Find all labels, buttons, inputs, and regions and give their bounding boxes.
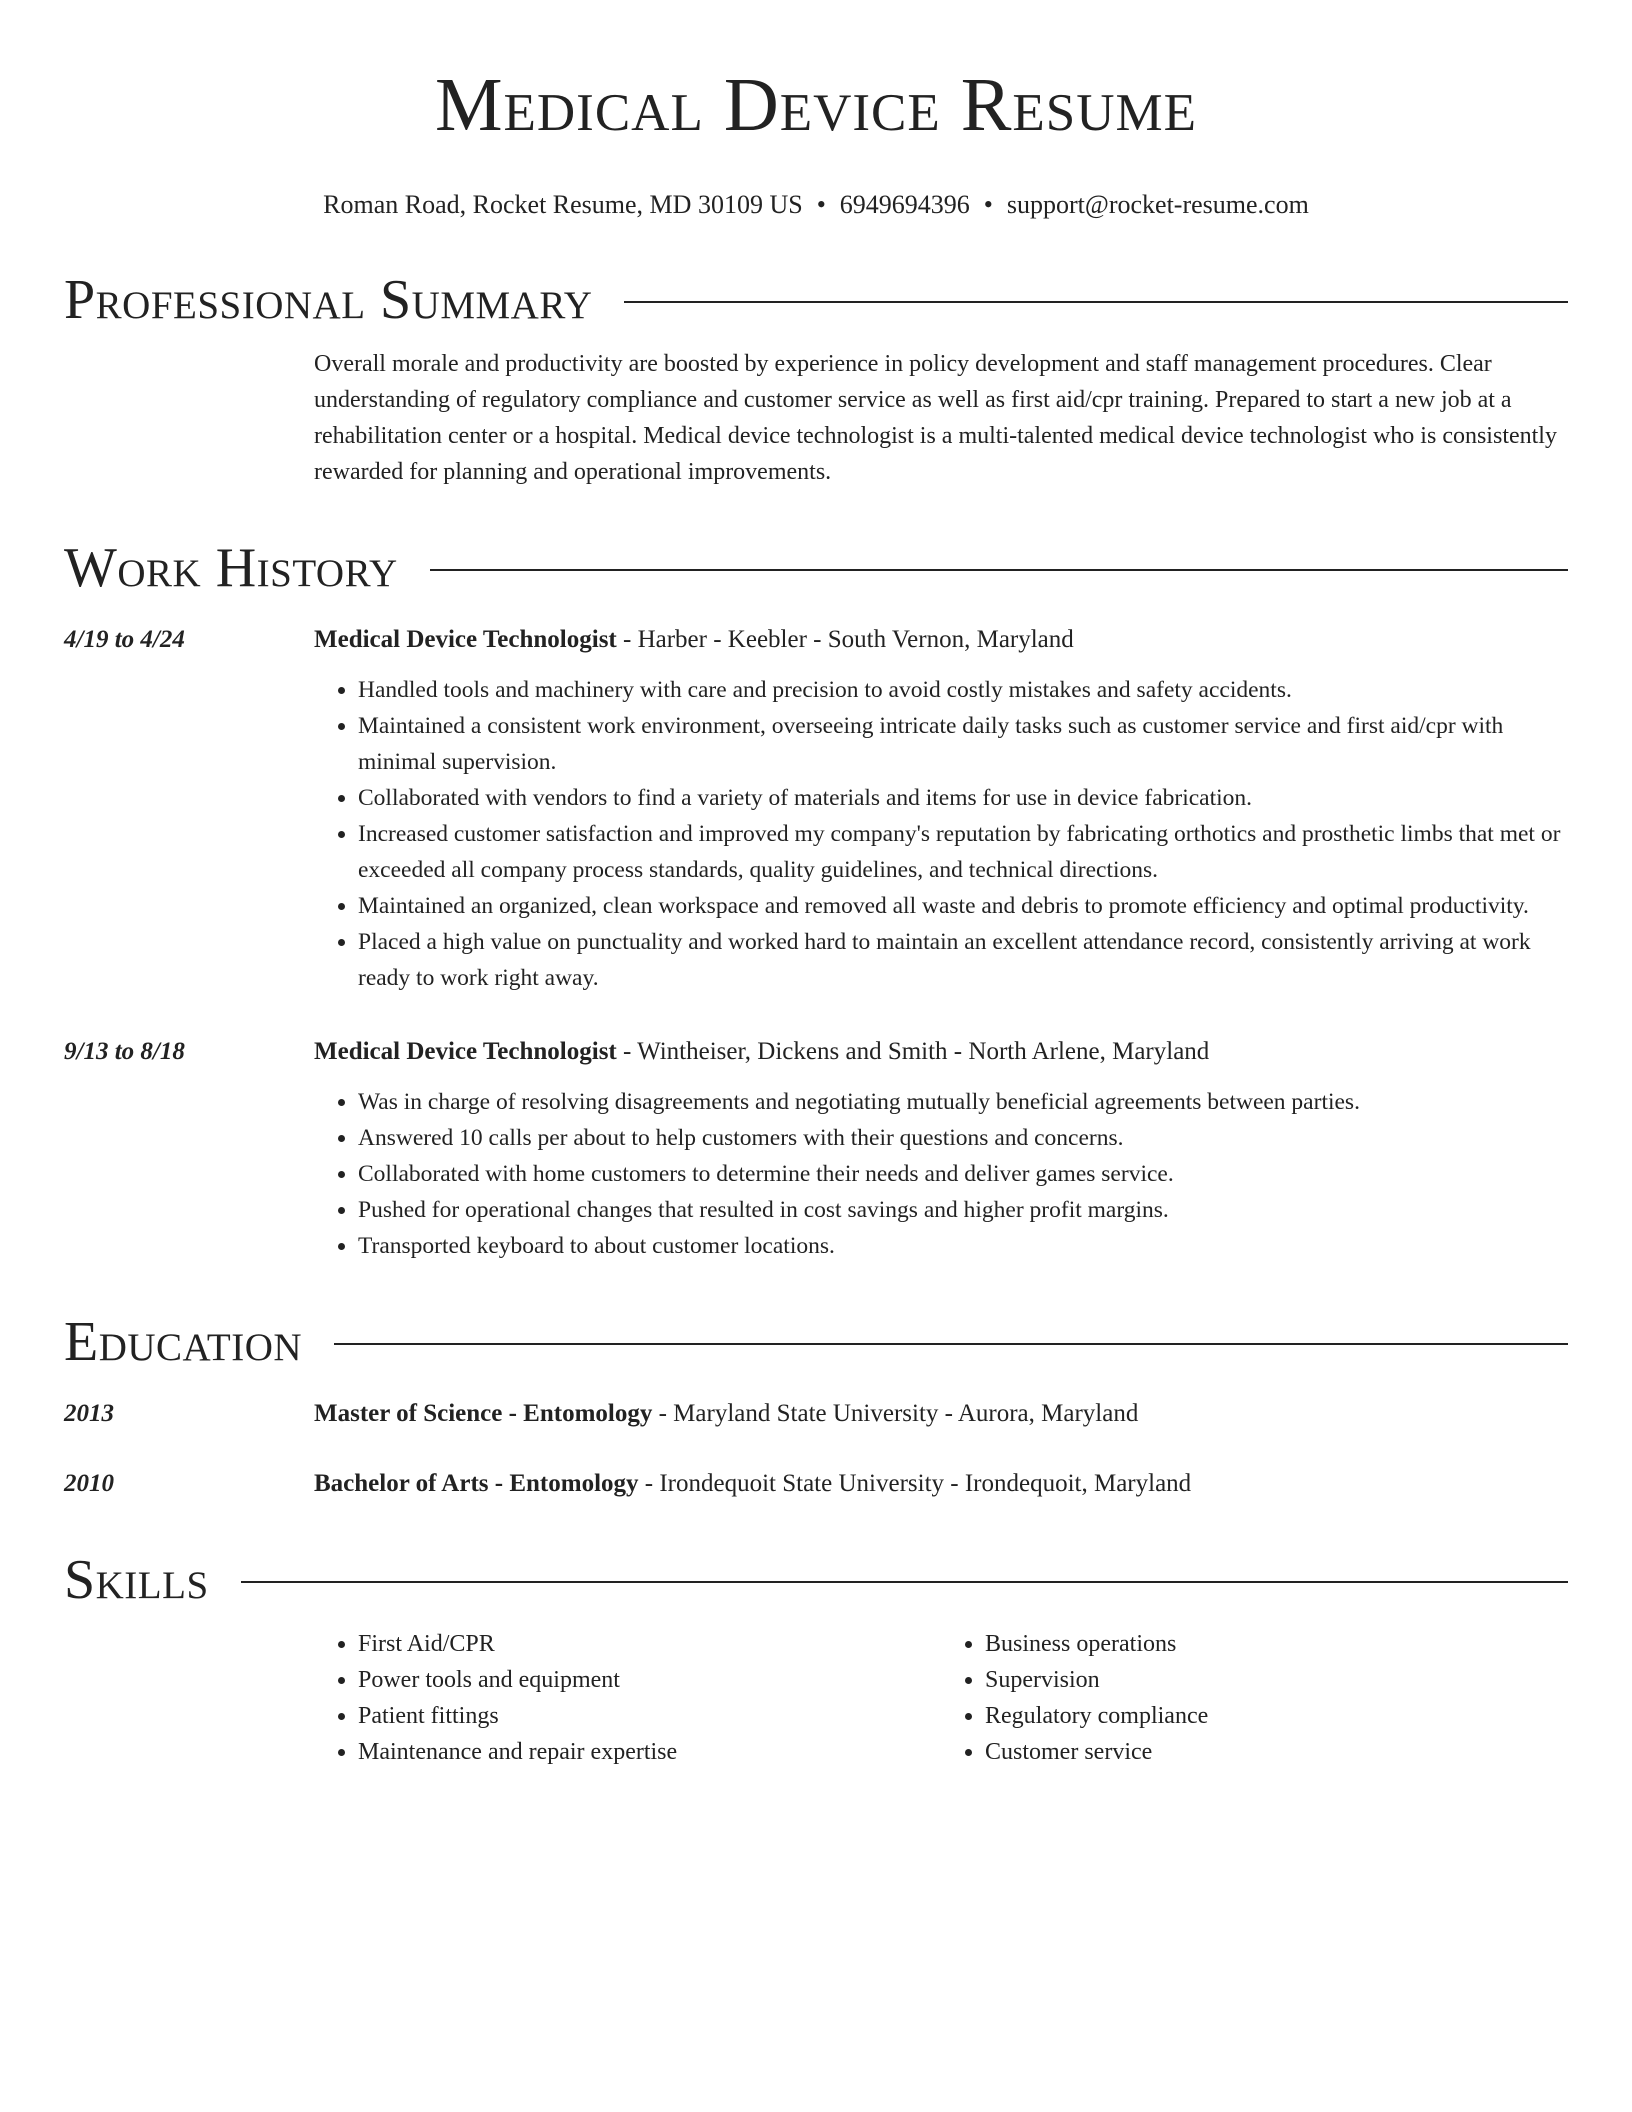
education-line: [314, 1466, 1568, 1502]
education-year: 2013: [64, 1400, 114, 1427]
section-divider: [241, 1581, 1568, 1583]
education-degree: Master of Science - Entomology: [314, 1400, 653, 1427]
summary-row: [64, 346, 1568, 490]
section-divider: [430, 569, 1568, 571]
skill-item: • Power tools and equipment: [358, 1662, 941, 1698]
education-details: - Irondequoit State University - Irondequoit, Maryland: [638, 1470, 1192, 1497]
section-header-skills: [64, 1548, 1568, 1612]
job-entry: [64, 622, 1568, 996]
education-entry: [64, 1396, 1568, 1432]
job-dates: 9/13 to 8/18: [64, 1038, 185, 1065]
skills-body: [314, 1612, 1568, 1770]
job-title-line: [314, 1034, 1568, 1070]
job-entry: [64, 1034, 1568, 1264]
skill-item: • Customer service: [985, 1734, 1568, 1770]
contact-line: [64, 188, 1568, 222]
job-title-line: [314, 622, 1568, 658]
skill-item: • Maintenance and repair expertise: [358, 1734, 941, 1770]
contact-email: support@rocket-resume.com: [1006, 190, 1309, 219]
section-divider: [334, 1343, 1568, 1345]
summary-spacer: [64, 346, 314, 490]
job-body: [314, 622, 1568, 996]
job-bullet: • Maintained an organized, clean workspace and removed all waste and debris to promote efficiency and optimal productivity.: [358, 888, 1568, 924]
section-header-work: [64, 536, 1568, 600]
job-bullet: • Collaborated with vendors to find a variety of materials and items for use in device fabrication.: [358, 780, 1568, 816]
contact-separator: •: [983, 190, 993, 219]
skill-item: • Business operations: [985, 1626, 1568, 1662]
skill-item: • First Aid/CPR: [358, 1626, 941, 1662]
skills-column-right: [941, 1626, 1568, 1770]
skills-row: [64, 1612, 1568, 1770]
education-details: - Maryland State University - Aurora, Maryland: [652, 1400, 1139, 1427]
job-role: Medical Device Technologist: [314, 626, 617, 653]
skill-item: • Patient fittings: [358, 1698, 941, 1734]
education-line: [314, 1396, 1568, 1432]
job-bullets: [314, 1084, 1568, 1264]
section-title-work: Work History: [64, 537, 398, 599]
job-body: [314, 1034, 1568, 1264]
job-bullet: • Increased customer satisfaction and improved my company's reputation by fabricating orthotics and prosthetic limbs that met or exceeded all company process standards, quality guidelines, and technical directions.: [358, 816, 1568, 888]
job-bullet: • Collaborated with home customers to determine their needs and deliver games service.: [358, 1156, 1568, 1192]
job-dates: 4/19 to 4/24: [64, 626, 185, 653]
contact-phone: 6949694396: [839, 190, 970, 219]
skills-column-left: [314, 1626, 941, 1770]
section-title-education: Education: [64, 1311, 303, 1373]
section-header-education: [64, 1310, 1568, 1374]
section-title-summary: Professional Summary: [64, 269, 593, 331]
job-bullet: • Was in charge of resolving disagreements and negotiating mutually beneficial agreements between parties.: [358, 1084, 1568, 1120]
resume-title: Medical Device Resume: [434, 63, 1198, 147]
summary-text: Overall morale and productivity are boosted by experience in policy development and staff management procedures. Clear understanding of regulatory compliance and customer service as well as first aid/cpr training. Prepared to start a new job at a rehabilitation center or a hospital. Medical device technologist is a multi-talented medical device technologist who is consistently rewarded for planning and operational improvements.: [314, 351, 1557, 485]
job-bullet: • Handled tools and machinery with care and precision to avoid costly mistakes and safety accidents.: [358, 672, 1568, 708]
education-entry: [64, 1466, 1568, 1502]
job-bullet: • Pushed for operational changes that resulted in cost savings and higher profit margins.: [358, 1192, 1568, 1228]
job-details: - Harber - Keebler - South Vernon, Maryland: [616, 626, 1074, 653]
job-role: Medical Device Technologist: [314, 1038, 617, 1065]
skills-grid: [314, 1626, 1568, 1770]
job-details: - Wintheiser, Dickens and Smith - North Arlene, Maryland: [616, 1038, 1210, 1065]
education-year: 2010: [64, 1470, 114, 1497]
job-bullet: • Placed a high value on punctuality and worked hard to maintain an excellent attendance record, consistently arriving at work ready to work right away.: [358, 924, 1568, 996]
job-bullet: • Answered 10 calls per about to help customers with their questions and concerns.: [358, 1120, 1568, 1156]
contact-address: Roman Road, Rocket Resume, MD 30109 US: [323, 190, 803, 219]
section-header-summary: [64, 268, 1568, 332]
job-bullets: [314, 672, 1568, 996]
job-bullet: • Maintained a consistent work environment, overseeing intricate daily tasks such as customer service and first aid/cpr with minimal supervision.: [358, 708, 1568, 780]
job-bullet: • Transported keyboard to about customer locations.: [358, 1228, 1568, 1264]
skill-item: • Supervision: [985, 1662, 1568, 1698]
contact-separator: •: [816, 190, 826, 219]
skills-spacer: [64, 1612, 314, 1770]
education-degree: Bachelor of Arts - Entomology: [314, 1470, 639, 1497]
skill-item: • Regulatory compliance: [985, 1698, 1568, 1734]
section-title-skills: Skills: [64, 1549, 209, 1611]
section-divider: [624, 301, 1568, 303]
